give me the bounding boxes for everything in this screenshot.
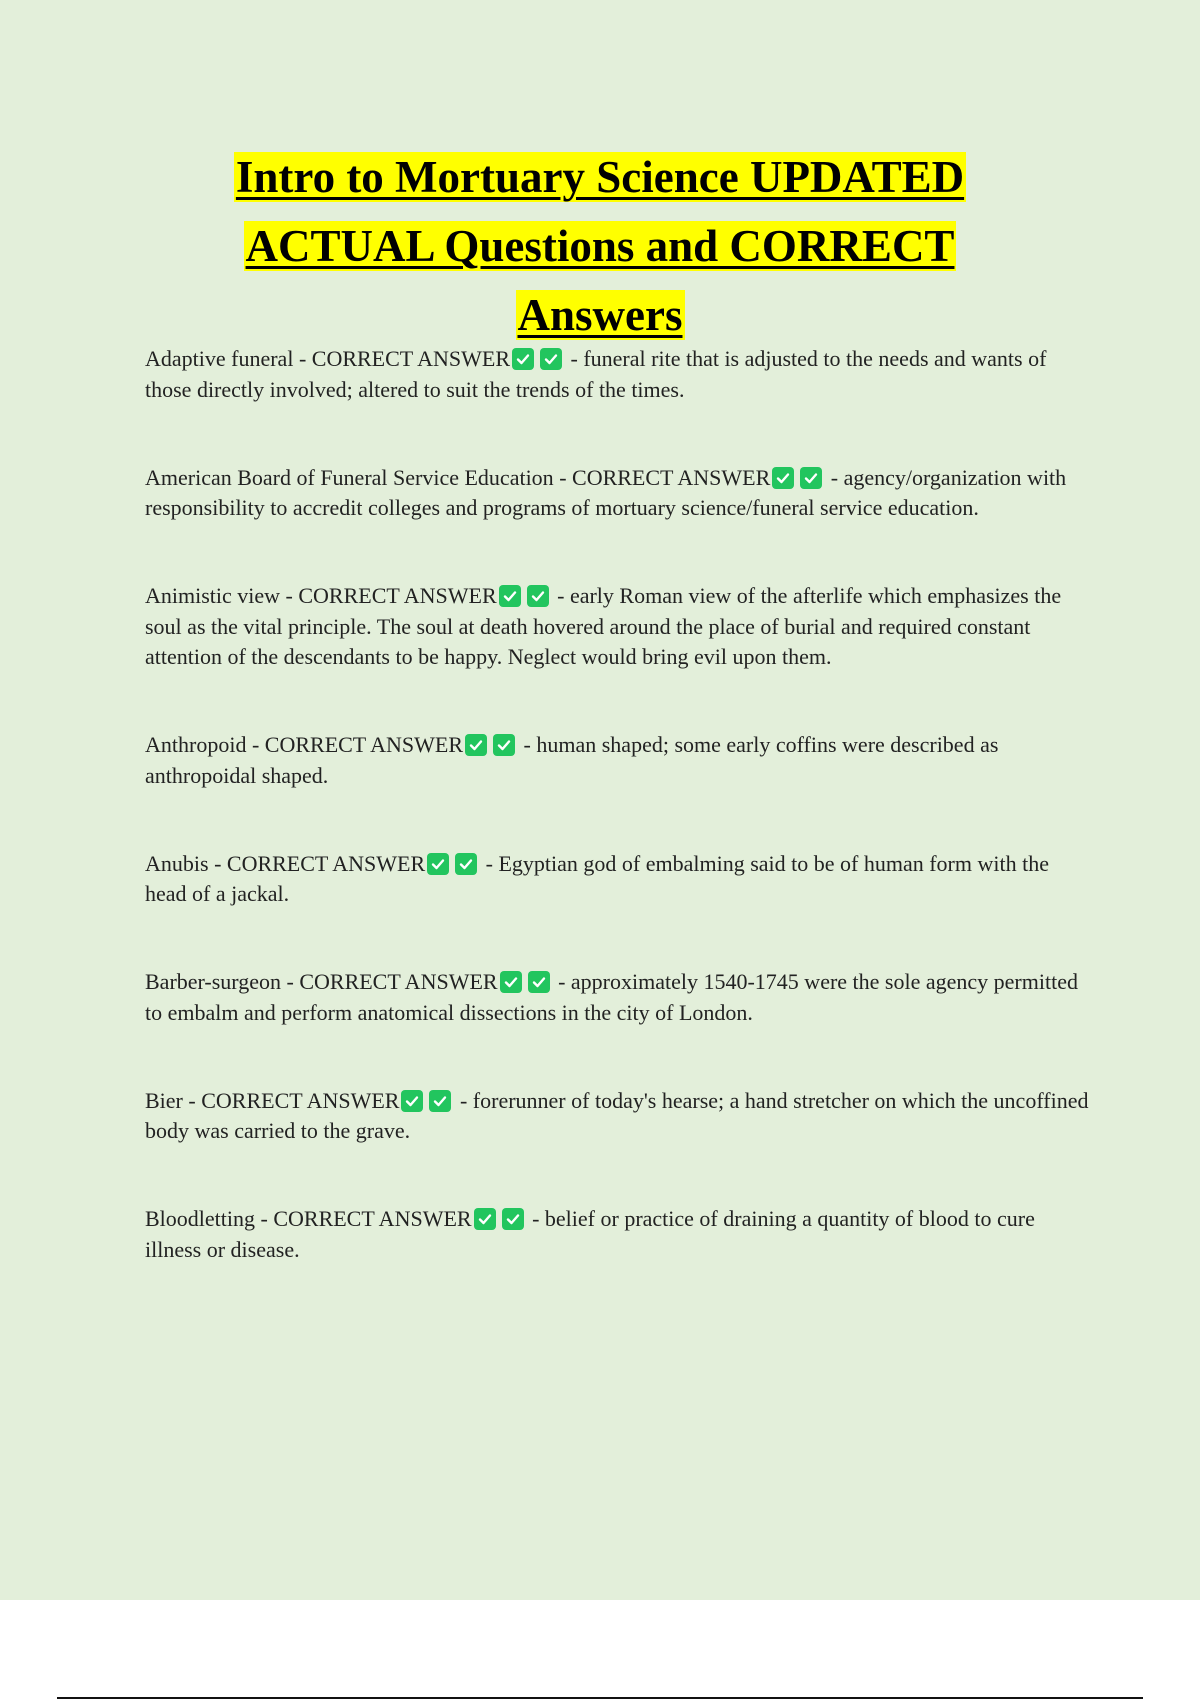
check-mark-icon — [502, 1208, 524, 1230]
entry-separator: - — [246, 732, 265, 757]
entry-separator: - — [255, 1206, 274, 1231]
title-line-text: Answers — [517, 290, 683, 340]
entry-separator: - — [825, 464, 844, 490]
check-mark-icon — [540, 348, 562, 370]
entry-separator: - — [280, 583, 299, 608]
check-mark-icon — [493, 734, 515, 756]
entry-term: Anthropoid — [145, 732, 247, 757]
document-title — [0, 148, 1200, 355]
entry-separator: - — [182, 1087, 202, 1113]
title-line — [0, 148, 1200, 217]
entry-definition: forerunner of today's hearse; a hand stretcher on which the uncoffined body was carried to the grave. — [145, 1087, 1089, 1143]
correct-answer-label: CORRECT ANSWER — [226, 850, 426, 876]
check-mark-icon — [474, 1208, 496, 1230]
entry-term: American Board of Funeral Service Education — [145, 464, 554, 490]
correct-answer-label: CORRECT ANSWER — [264, 732, 464, 757]
entry-separator: - — [565, 346, 584, 371]
check-mark-icon — [527, 585, 549, 607]
title-line — [0, 217, 1200, 286]
entry-term: Animistic view — [145, 583, 281, 608]
entry-separator: - — [552, 969, 571, 994]
entry-term: Anubis — [145, 850, 209, 876]
check-mark-icon — [401, 1090, 423, 1112]
check-mark-icon — [429, 1090, 451, 1112]
correct-answer-label: CORRECT ANSWER — [299, 969, 498, 994]
qa-entry — [145, 1086, 1090, 1147]
correct-answer-label: CORRECT ANSWER — [201, 1087, 400, 1113]
qa-entry — [145, 581, 1090, 673]
entry-term: Bier — [145, 1087, 183, 1113]
entry-definition: funeral rite that is adjusted to the needs and wants of those directly involved; altered to suit the trends of the times. — [145, 346, 1047, 402]
footer-divider — [57, 1697, 1143, 1699]
entry-definition: approximately 1540-1745 were the sole agency permitted to embalm and perform anatomical dissections in the city of London. — [145, 969, 1078, 1025]
entry-definition: belief or practice of draining a quantity of blood to cure illness or disease. — [145, 1206, 1035, 1262]
qa-entry-list — [145, 344, 1090, 1265]
entry-separator: - — [281, 969, 300, 994]
entry-term: Barber-surgeon — [145, 969, 281, 994]
entry-definition: agency/organization with responsibility to accredit colleges and programs of mortuary science/funeral service education. — [145, 464, 1067, 520]
qa-entry — [145, 730, 1090, 791]
entry-separator: - — [526, 1206, 545, 1231]
entry-term: Adaptive funeral — [145, 346, 294, 371]
check-mark-icon — [499, 585, 521, 607]
correct-answer-label: CORRECT ANSWER — [311, 346, 511, 371]
check-mark-icon — [465, 734, 487, 756]
entry-definition: human shaped; some early coffins were described as anthropoidal shaped. — [145, 732, 999, 788]
check-mark-icon — [427, 853, 449, 875]
check-mark-icon — [772, 467, 794, 489]
entry-term: Bloodletting — [145, 1206, 255, 1231]
correct-answer-label: CORRECT ANSWER — [298, 583, 497, 608]
qa-entry — [145, 463, 1090, 524]
title-line-text: ACTUAL Questions and CORRECT — [245, 221, 955, 271]
qa-entry — [145, 1204, 1090, 1265]
qa-entry — [145, 849, 1090, 910]
check-mark-icon — [500, 971, 522, 993]
correct-answer-label: CORRECT ANSWER — [572, 464, 771, 490]
entry-separator: - — [208, 850, 227, 876]
entry-definition: early Roman view of the afterlife which emphasizes the soul as the vital principle. The soul at death hovered around the place of burial and required constant attention of the descendants to be happy. Neglect would bring evil upon them. — [145, 583, 1062, 669]
qa-entry — [145, 967, 1090, 1028]
check-mark-icon — [800, 467, 822, 489]
check-mark-icon — [512, 348, 534, 370]
entry-separator: - — [553, 464, 573, 490]
entry-separator: - — [293, 346, 312, 371]
entry-separator: - — [518, 732, 537, 757]
title-line-text: Intro to Mortuary Science UPDATED — [235, 152, 965, 202]
entry-separator: - — [454, 1087, 473, 1113]
entry-separator: - — [551, 583, 570, 608]
correct-answer-label: CORRECT ANSWER — [273, 1206, 472, 1231]
entry-definition: Egyptian god of embalming said to be of human form with the head of a jackal. — [145, 850, 1049, 906]
qa-entry — [145, 344, 1090, 405]
check-mark-icon — [528, 971, 550, 993]
entry-separator: - — [480, 850, 499, 876]
check-mark-icon — [455, 853, 477, 875]
